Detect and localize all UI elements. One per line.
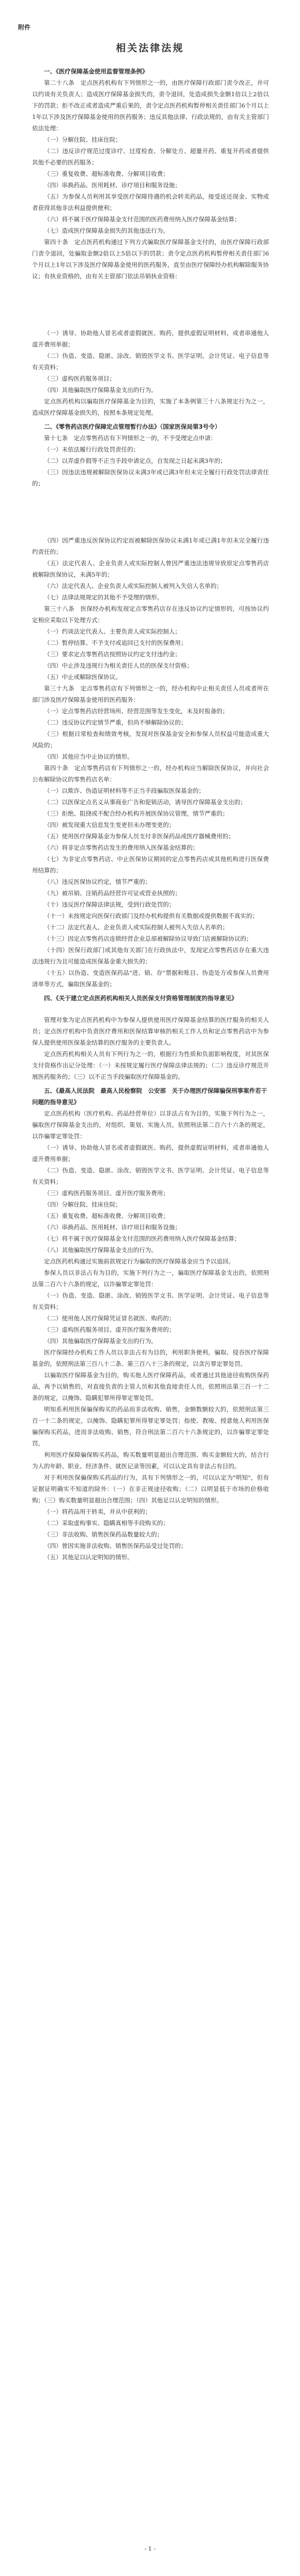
paragraph: 医疗保障经办机构工作人员以非法占有为目的，利用职务便利，骗取、侵吞医疗保障基金的，依照刑法第三百八十二条、第三百八十三条的规定，以贪污罪定罪处罚。	[32, 1349, 269, 1367]
list-item: （三）虚构医药服务项目、虚开医疗服务费用的；	[44, 1326, 175, 1333]
list-item: （十三）因定点零售药店连锁经营企业总部被解除协议导致门店被解除协议的；	[44, 935, 252, 942]
list-item: （五）重复收费、超标准收费、分解项目收费；	[44, 1212, 169, 1219]
list-item: （十五）以伪造、变造医保药品"进、销、存"票据和账目、伪造处方或参保人员费用清单等方式，骗取医保基金的；	[32, 969, 269, 988]
list-item: （十四）医保行政部门或其他有关部门在行政执法中，发现定点零售药店存在重大违法违规行为且可能造成医保基金重大损失的；	[32, 946, 269, 965]
list-item: （十）违反医疗保障法律法规，受到行政处罚的；	[44, 901, 175, 908]
list-item: （四）被发现重大信息发生变更但未办理变更的；	[44, 821, 175, 828]
paragraph: 第四十条 定点医药机构通过下列方式骗取医疗保障基金支付的，由医疗保障行政部门责令退回，处骗取金额2倍以上5倍以下的罚款；责令定点医药机构暂停相关责任部门6个月以上1年以下涉及医疗保障基金使用的医药服务，直至由医疗保障经办机构解除服务协议；有执业资格的，由有关主管部门依法吊销执业资格：	[32, 238, 269, 280]
list-item: （五）其他足以认定明知的情形。	[44, 1554, 133, 1561]
list-item: （三）因违法违规被解除医保协议未满3年或已满3年但未完全履行行政处罚法律责任的；	[32, 469, 269, 487]
list-item: （一）分解住院、挂床住院；	[44, 136, 122, 143]
paragraph: 第十七条 定点零售药店有下列情形之一的，不予受理定点申请：	[44, 434, 217, 442]
paragraph: 对于利用医保骗保购买药品的行为，具有下列情形之一的，可以认定为"明知"，但有证据证明确实不知道的除外：（一）在非正规途径收购；（二）以明显低于市场的价格收购；（三）购买数量明显超出合理范围；（四）其他足以认定明知的情形。	[32, 1474, 269, 1504]
paragraph: 第二十八条 定点医药机构有下列情形之一的，由医疗保障行政部门责令改正，并可以约谈有关负责人；造成医疗保障基金损失的，责令退回，处造成损失金额1倍以上2倍以下的罚款；拒不改正或者造成严重后果的，责令定点医药机构暂停相关责任部门6个月以上1年以下涉及医疗保障基金使用的医药服务；违反其他法律、行政法规的，由有关主管部门依法处理：	[32, 79, 269, 132]
list-item: （三）非法收购、销售医保药品数量较大的；	[44, 1531, 163, 1538]
paragraph: 第三十九条 定点零售药店有下列情形之一的，经办机构中止相关责任人员或者所在部门涉及医疗保障基金使用的医药服务：	[32, 685, 269, 703]
list-item: （四）其他应当中止协议的情形。	[44, 753, 133, 760]
paragraph: 参保人员以非法占有为目的，实施下列行为之一，骗取医疗保障基金支出的，依照刑法第二百六十六条的规定，以诈骗罪定罪处罚：	[32, 1269, 269, 1288]
list-item: （九）被吊销、注销药品经营许可证或营业执照的；	[44, 890, 181, 897]
list-item: （三）要求定点零售药店按照协议约定支付违约金；	[44, 651, 181, 658]
list-item: （三）虚构医药服务项目、虚开医疗服务费用；	[44, 1189, 169, 1197]
spacer	[32, 1004, 269, 1014]
list-item: （七）造成医疗保障基金损失的其他违法行为。	[44, 227, 169, 234]
page-break-gap	[32, 282, 269, 327]
section-heading: 一、《医疗保障基金使用监督管理条例》	[44, 68, 148, 75]
list-item: （八）其他骗取医疗保障基金支出的行为。	[44, 1246, 157, 1254]
list-item: （五）为参保人员利用其享受医疗保障待遇的机会转卖药品，接受返还现金、实物或者获得其他非法利益提供便利；	[32, 193, 269, 212]
list-item: （十二）法定代表人、企业负责人或实际控制人被列入失信人名单的；	[44, 924, 229, 931]
paragraph: 第四十条 定点零售药店有下列情形之一的，经办机构应当解除医保协议，并向社会公布解除协议的零售药店名单：	[32, 764, 269, 783]
paragraph: 定点医药机构相关人员有下列行为之一的，根据行为性质和负面影响程度，对其医保支付资格作出记分处理：（一）未按规定履行医疗保障法律法规的；（二）违反诊疗规范开展医药服务的；（三）以不正当手段骗取医疗保障基金的。	[32, 1050, 269, 1080]
document-body	[32, 63, 269, 1563]
section-heading: 二、《零售药店医疗保障定点管理暂行办法》（国家医保局第3号令）	[44, 423, 221, 430]
paragraph: 管理对象为定点医药机构中为参保人提供使用医疗保障基金结算的医疗服务的相关人员；定点医疗机构中负责医疗费用和医保结算审核的相关工作人员和定点零售药店中为参保人提供使用医保基金结算的医疗服务的主要负责人。	[32, 1016, 269, 1046]
list-item: （四）串换药品、医用耗材、诊疗项目和服务设施；	[44, 182, 181, 189]
list-item: （三）重复收费、超标准收费、分解项目收费；	[44, 170, 169, 177]
paragraph: 定点医药机构通过实施前款规定行为骗取的医疗保障基金应当予以追回。	[44, 1258, 234, 1265]
page-break-gap	[32, 489, 269, 535]
list-item: （六）法定代表人、企业负责人或实际控制人被列入失信人名单的；	[44, 582, 222, 590]
list-item: （五）使用医疗保障基金为参保人员支付非医保药品或医疗器械费用的；	[44, 833, 234, 840]
list-item: （二）以医保定点名义从事商业广告和促销活动，诱导医疗保障基金支出的；	[44, 799, 246, 806]
list-item: （四）其他骗取医疗保障基金支出的行为。	[44, 1337, 157, 1345]
list-item: （二）伪造、变造、隐匿、涂改、销毁医学文书、医学证明、会计凭证、电子信息等有关资料；	[32, 1167, 269, 1185]
list-item: （三）虚构医药服务项目；	[44, 375, 115, 382]
list-item: （四）其他骗取医疗保障基金支出的行为。	[44, 386, 157, 394]
list-item: （一）以欺诈、伪造证明材料等不正当手段骗取医保基金的；	[44, 787, 205, 794]
list-item: （四）分解住院、挂床住院；	[44, 1201, 122, 1208]
list-item: （七）法律法规规定的其他不予受理的情形。	[44, 594, 163, 601]
paragraph: 利用医疗保障骗保购买药品，购买数量明显超出合理范围、购买金额较大的，结合行为人的年龄、职业、经济条件、就医记录等因素，可以认定具有非法占有目的。	[32, 1451, 269, 1470]
list-item: （一）定点零售药店经营场所、经营范围等发生变化，未及时报备的；	[44, 707, 229, 715]
list-item: （二）采取虚构事实、隐瞒真相等手段购买的；	[44, 1519, 169, 1527]
list-item: （一）伪造、变造、隐匿、涂改、销毁医学文书、医学证明、会计凭证、电子信息等有关资料；	[32, 1292, 269, 1310]
attachment-label: 附件	[18, 24, 31, 31]
list-item: （一）诱导、协助他人冒名或者虚假就医、购药，提供虚假证明材料，或者串通他人虚开费用单据；	[32, 329, 269, 348]
list-item: （四）因严重违反医保协议约定而被解除医保协议未满1年或已满1年但未完全履行违约责任的；	[32, 537, 269, 555]
list-item: （一）诱导、协助他人冒名或者虚假就医、购药，提供虚假证明材料，或者串通他人虚开费用单据；	[32, 1144, 269, 1163]
section-heading: 四、《关于建立定点医药机构相关人员医保支付资格管理制度的指导意见》	[44, 995, 237, 1002]
paragraph: 第三十八条 医保经办机构发现定点零售药店存在违反协议约定情形的，可按协议约定相应采取以下处理方式：	[32, 605, 269, 624]
list-item: （五）中止或解除医保协议。	[44, 673, 122, 681]
list-item: （六）将非定点零售药店发生的费用纳入医保基金结算的；	[44, 844, 199, 851]
list-item: （四）曾因实施非法收购、销售医保药品受过处罚的；	[44, 1542, 187, 1549]
list-item: （四）中止涉及违规行为相关责任人员的医保支付资格；	[44, 662, 193, 669]
list-item: （二）使用他人医疗保障凭证冒名就医、购药的；	[44, 1315, 175, 1322]
list-item: （七）将不属于医疗保障基金支付范围的医药费用纳入医疗保障基金结算；	[44, 1235, 241, 1242]
section-heading: 五、《最高人民法院 最高人民检察院 公安部 关于办理医疗保障骗保刑事案件若干问题的指导意见》	[32, 1087, 267, 1106]
list-item: （一）将药品用于转卖，并从中获利的；	[44, 1508, 151, 1515]
list-item: （三）根据日常检查和绩效考核，发现对医保基金安全和参保人员权益可能造成重大风险的；	[32, 730, 269, 749]
paragraph: 定点医药机构（医疗机构、药品经营单位）以非法占有为目的，实施下列行为之一，骗取医疗保障基金支出的，对组织、策划、实施人员，依照刑法第二百六十六条的规定，以诈骗罪定罪处罚：	[32, 1110, 269, 1140]
list-item: （二）以弄虚作假等不正当手段申请定点，自发现之日起未满3年的；	[44, 457, 227, 464]
list-item: （三）拒绝、阻挠或不配合经办机构开展医保协议管理，情节严重的；	[44, 810, 229, 817]
list-item: （八）违反医保协议约定，情节严重的；	[44, 878, 151, 885]
list-item: （二）违反协议约定情节严重，但尚不够解除协议的；	[44, 719, 187, 726]
list-item: （六）将不属于医疗保障基金支付范围的医药费用纳入医疗保障基金结算；	[44, 216, 241, 223]
paragraph: 定点医药机构以骗取医疗保障基金为目的，实施了本条例第三十八条规定行为之一，造成医疗保障基金损失的，按照本条规定处理。	[32, 398, 269, 416]
list-item: （二）暂停结算、不予支付或追回已支付的医保费用；	[44, 639, 187, 646]
document-title: 相关法律法规	[115, 42, 184, 54]
list-item: （五）法定代表人、企业负责人或实际控制人曾因严重违法违规导致原定点零售药店被解除医保协议，未满5年的；	[32, 560, 269, 578]
paragraph: 明知系利用医保骗保购买的药品而非法收购、销售，金额数额较大的，依照刑法第三百一十二条的规定，以掩饰、隐瞒犯罪所得罪定罪处罚；指使、教唆、授意他人利用医保骗保购买药品，进而非法收购、销售，符合刑法第二百六十六条规定的，以诈骗罪定罪处罚。	[32, 1406, 269, 1447]
list-item: （七）为非定点零售药店、中止医保协议期间的定点零售药店或其他机构进行医保费用结算的；	[32, 855, 269, 874]
list-item: （十一）未按规定向医保行政部门及经办机构提供有关数据或提供数据不真实的；	[44, 912, 258, 920]
page-number: - 1 -	[144, 2545, 156, 2552]
list-item: （一）未依法履行行政处罚责任的；	[44, 446, 139, 453]
paragraph: 以骗取医疗保障基金为目的，购买他人医疗保障药品，或者通过其他途径收购医保药品，再予以销售的，对直接负责的主管人员和其他直接责任人员，依照刑法第三百一十二条的规定，以掩饰、隐瞒犯罪所得罪定罪处罚。	[32, 1372, 269, 1402]
list-item: （一）约谈法定代表人、主要负责人或实际控制人；	[44, 628, 181, 635]
list-item: （六）串换药品、医用耗材、诊疗项目和服务设施；	[44, 1224, 181, 1231]
list-item: （二）伪造、变造、隐匿、涂改、销毁医学文书、医学证明、会计凭证、电子信息等有关资料；	[32, 352, 269, 371]
list-item: （二）违反诊疗规范过度诊疗、过度检查、分解处方、超量开药、重复开药或者提供其他不必要的医药服务；	[32, 147, 269, 166]
